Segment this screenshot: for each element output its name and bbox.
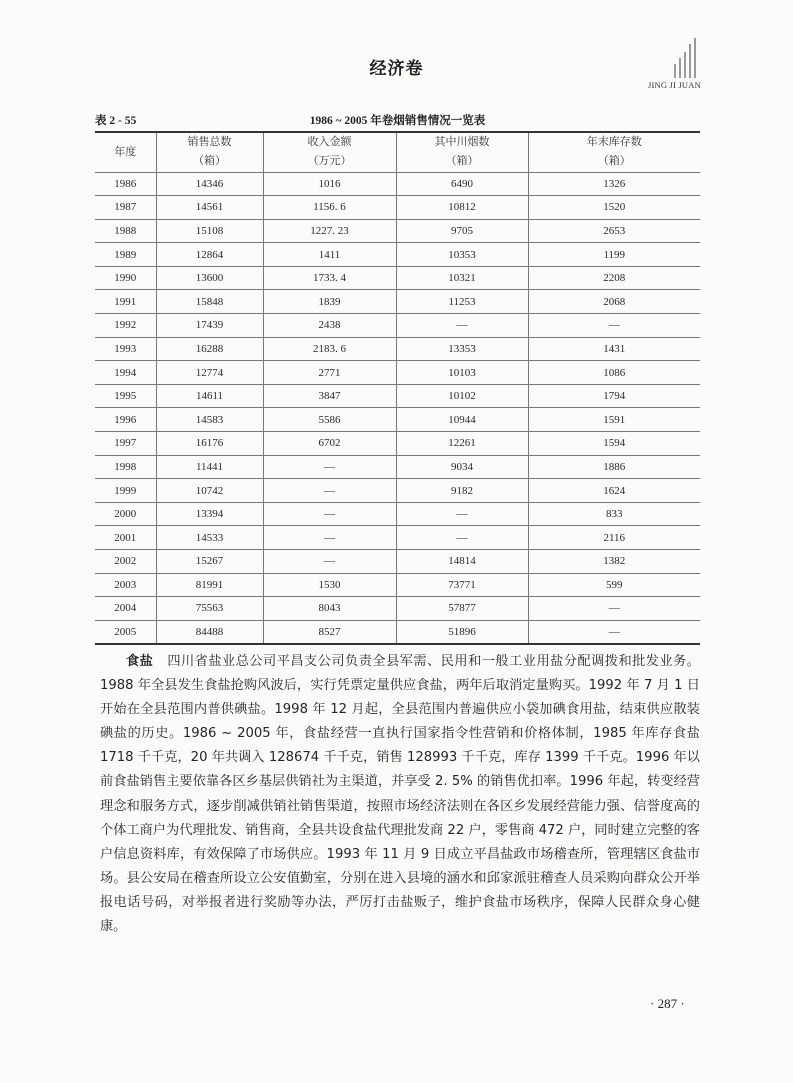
cell-year-end-stock: 1199 xyxy=(528,243,700,267)
cell-year: 1995 xyxy=(95,384,156,408)
table-row xyxy=(95,455,700,479)
header-label: 其中川烟数 xyxy=(434,136,490,149)
table-title: 1986 ~ 2005 年卷烟销售情况一览表 xyxy=(309,115,486,127)
cell-year: 2000 xyxy=(95,502,156,526)
cell-sichuan-cigarettes: 10812 xyxy=(396,196,528,220)
cell-sichuan-cigarettes: 51896 xyxy=(396,620,528,644)
cell-year: 1989 xyxy=(95,243,156,267)
cell-year: 2004 xyxy=(95,597,156,621)
table-row xyxy=(95,196,700,220)
cell-year-end-stock: 1624 xyxy=(528,479,700,503)
cell-year: 1992 xyxy=(95,314,156,338)
table-row xyxy=(95,479,700,503)
cell-sichuan-cigarettes: 57877 xyxy=(396,597,528,621)
header-year xyxy=(95,132,156,172)
paragraph-topic: 食盐 xyxy=(126,654,154,669)
cell-revenue: 1016 xyxy=(263,172,396,196)
cell-total-sales: 17439 xyxy=(156,314,263,338)
cell-total-sales: 15108 xyxy=(156,219,263,243)
header-year-end-stock xyxy=(528,132,700,172)
cell-sichuan-cigarettes: 14814 xyxy=(396,550,528,574)
paragraph-text: 四川省盐业总公司平昌支公司负责全县军需、民用和一般工业用盐分配调拨和批发业务。1988 年全县发生食盐抢购风波后，实行凭票定量供应食盐，两年后取消定量购买。1992 年 7 月 1 日开始在全县范围内普供碘盐。1998 年 12 月起，全县范围内普遍供应小袋加碘食用盐，结束供应散装碘盐的历史。1986 ~ 2005 年，食盐经营一直执行国家指令性营销和价格体制，1985 年库存食盐 1718 千千克，20 年共调入 128674 千千克，销售 128993 千千克，库存 1399 千千克。1996 年以前食盐销售主要依靠各区乡基层供销社为主渠道，并享受 2. 5% 的销售优扣率。1996 年起，转变经营理念和服务方式，逐步削减供销社销售渠道，按照市场经济法则在各区乡发展经营能力强、信誉度高的个体工商户为代理批发、销售商，全县共设食盐代理批发商 22 户，零售商 472 户，同时建立完整的客户信息资料库，有效保障了市场供应。1993 年 11 月 9 日成立平昌盐政市场稽查所，管理辖区食盐市场。县公安局在稽查所设立公安值勤室，分别在进入县境的涵水和邱家派驻稽查人员采购向群众公开举报电话号码，对举报者进行奖励等办法，严厉打击盐贩子，维护食盐市场秩序，保障人民群众身心健康。 xyxy=(100,654,700,935)
cell-sichuan-cigarettes: 13353 xyxy=(396,337,528,361)
page-number: · 287 · xyxy=(650,996,685,1011)
cell-total-sales: 16288 xyxy=(156,337,263,361)
cell-year: 1990 xyxy=(95,266,156,290)
table-row xyxy=(95,620,700,644)
cell-total-sales: 14611 xyxy=(156,384,263,408)
cell-total-sales: 13600 xyxy=(156,266,263,290)
cell-sichuan-cigarettes: 6490 xyxy=(396,172,528,196)
cell-sichuan-cigarettes: 10102 xyxy=(396,384,528,408)
cell-revenue: — xyxy=(263,550,396,574)
cell-sichuan-cigarettes: 73771 xyxy=(396,573,528,597)
cell-year: 1993 xyxy=(95,337,156,361)
cell-total-sales: 15267 xyxy=(156,550,263,574)
cell-year-end-stock: 2068 xyxy=(528,290,700,314)
cell-total-sales: 12864 xyxy=(156,243,263,267)
cell-revenue: 1733. 4 xyxy=(263,266,396,290)
cell-revenue: 2183. 6 xyxy=(263,337,396,361)
cell-total-sales: 10742 xyxy=(156,479,263,503)
cell-revenue: 1530 xyxy=(263,573,396,597)
cell-year: 1986 xyxy=(95,172,156,196)
cell-total-sales: 14533 xyxy=(156,526,263,550)
cell-total-sales: 75563 xyxy=(156,597,263,621)
header-unit: （箱） xyxy=(445,155,479,168)
cell-year-end-stock: 1382 xyxy=(528,550,700,574)
cell-revenue: 5586 xyxy=(263,408,396,432)
table-row xyxy=(95,432,700,456)
cell-year-end-stock: 1594 xyxy=(528,432,700,456)
cell-total-sales: 14583 xyxy=(156,408,263,432)
cell-revenue: 1156. 6 xyxy=(263,196,396,220)
cell-year-end-stock: — xyxy=(528,597,700,621)
cell-year-end-stock: 2653 xyxy=(528,219,700,243)
cell-year-end-stock: 599 xyxy=(528,573,700,597)
cell-total-sales: 15848 xyxy=(156,290,263,314)
cell-total-sales: 14561 xyxy=(156,196,263,220)
cell-year-end-stock: 1794 xyxy=(528,384,700,408)
table-row xyxy=(95,314,700,338)
table-row xyxy=(95,219,700,243)
header-label: 销售总数 xyxy=(187,136,232,149)
header-unit: （万元） xyxy=(307,155,352,168)
cell-total-sales: 11441 xyxy=(156,455,263,479)
cell-year: 2005 xyxy=(95,620,156,644)
cell-year: 2001 xyxy=(95,526,156,550)
table-row xyxy=(95,384,700,408)
cell-sichuan-cigarettes: 11253 xyxy=(396,290,528,314)
table-row xyxy=(95,337,700,361)
cell-revenue: 8527 xyxy=(263,620,396,644)
table-row xyxy=(95,573,700,597)
table-row xyxy=(95,290,700,314)
cell-total-sales: 12774 xyxy=(156,361,263,385)
cell-revenue: 2438 xyxy=(263,314,396,338)
cell-revenue: 1839 xyxy=(263,290,396,314)
cell-revenue: 1411 xyxy=(263,243,396,267)
cigarette-sales-table xyxy=(95,131,700,645)
cell-sichuan-cigarettes: 10103 xyxy=(396,361,528,385)
cell-sichuan-cigarettes: 12261 xyxy=(396,432,528,456)
running-head: 经济卷 xyxy=(369,59,424,78)
cell-year-end-stock: 2208 xyxy=(528,266,700,290)
cell-sichuan-cigarettes: — xyxy=(396,314,528,338)
header-label: 年度 xyxy=(114,145,137,158)
cell-year: 1987 xyxy=(95,196,156,220)
cell-year: 2003 xyxy=(95,573,156,597)
table-row xyxy=(95,243,700,267)
cell-revenue: — xyxy=(263,479,396,503)
cell-year: 1988 xyxy=(95,219,156,243)
cell-revenue: — xyxy=(263,455,396,479)
section-logo xyxy=(648,38,708,88)
cell-sichuan-cigarettes: 10353 xyxy=(396,243,528,267)
header-unit: （箱） xyxy=(597,155,631,168)
cell-revenue: — xyxy=(263,502,396,526)
table-row xyxy=(95,597,700,621)
cell-revenue: 1227. 23 xyxy=(263,219,396,243)
cell-sichuan-cigarettes: — xyxy=(396,502,528,526)
table-row xyxy=(95,361,700,385)
cell-sichuan-cigarettes: — xyxy=(396,526,528,550)
cell-total-sales: 81991 xyxy=(156,573,263,597)
cell-sichuan-cigarettes: 9034 xyxy=(396,455,528,479)
cell-sichuan-cigarettes: 10944 xyxy=(396,408,528,432)
cell-year: 1991 xyxy=(95,290,156,314)
cell-year-end-stock: — xyxy=(528,314,700,338)
table-row xyxy=(95,172,700,196)
cell-year-end-stock: 1086 xyxy=(528,361,700,385)
table-id: 表 2 - 55 xyxy=(95,115,137,127)
cell-revenue: 3847 xyxy=(263,384,396,408)
salt-paragraph xyxy=(100,650,700,939)
table-row xyxy=(95,526,700,550)
header-unit: （箱） xyxy=(193,155,226,168)
cell-year: 1999 xyxy=(95,479,156,503)
cell-year-end-stock: 1886 xyxy=(528,455,700,479)
cell-sichuan-cigarettes: 9182 xyxy=(396,479,528,503)
cell-year: 1997 xyxy=(95,432,156,456)
header-revenue xyxy=(263,132,396,172)
table-row xyxy=(95,408,700,432)
header-total-sales xyxy=(156,132,263,172)
cell-year-end-stock: 833 xyxy=(528,502,700,526)
cell-year: 2002 xyxy=(95,550,156,574)
header-label: 年末库存数 xyxy=(586,136,642,149)
cell-year-end-stock: 1326 xyxy=(528,172,700,196)
cell-sichuan-cigarettes: 10321 xyxy=(396,266,528,290)
cell-revenue: 6702 xyxy=(263,432,396,456)
cell-year: 1994 xyxy=(95,361,156,385)
cell-year-end-stock: 1591 xyxy=(528,408,700,432)
cell-revenue: — xyxy=(263,526,396,550)
cell-revenue: 8043 xyxy=(263,597,396,621)
cell-year-end-stock: 1520 xyxy=(528,196,700,220)
header-sichuan-cigarettes xyxy=(396,132,528,172)
header-label: 收入金额 xyxy=(307,136,352,149)
cell-total-sales: 14346 xyxy=(156,172,263,196)
cell-year: 1998 xyxy=(95,455,156,479)
cell-year-end-stock: — xyxy=(528,620,700,644)
cell-year-end-stock: 1431 xyxy=(528,337,700,361)
cell-sichuan-cigarettes: 9705 xyxy=(396,219,528,243)
bars-icon xyxy=(670,38,700,78)
table-header-row xyxy=(95,132,700,172)
table-row xyxy=(95,502,700,526)
cell-total-sales: 16176 xyxy=(156,432,263,456)
table-row xyxy=(95,550,700,574)
cell-year: 1996 xyxy=(95,408,156,432)
table-row xyxy=(95,266,700,290)
table-caption xyxy=(95,112,700,128)
cell-total-sales: 13394 xyxy=(156,502,263,526)
cell-total-sales: 84488 xyxy=(156,620,263,644)
cell-year-end-stock: 2116 xyxy=(528,526,700,550)
cell-revenue: 2771 xyxy=(263,361,396,385)
logo-text: JING JI JUAN xyxy=(648,80,701,90)
